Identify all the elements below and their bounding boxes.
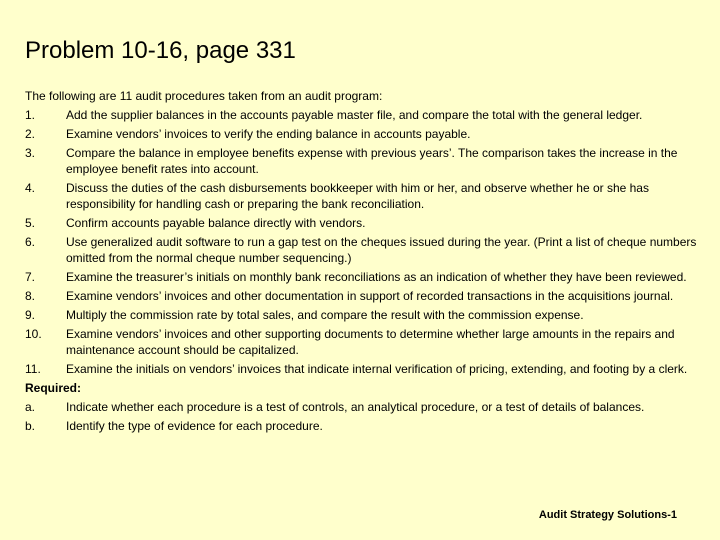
procedure-item-4	[25, 180, 705, 212]
procedure-text: Compare the balance in employee benefits expense with previous years’. The comparison takes the increase in the employee benefit rates into account.	[66, 146, 678, 176]
procedure-text: Examine vendors’ invoices to verify the ending balance in accounts payable.	[66, 127, 471, 141]
procedure-item-5	[25, 215, 705, 231]
procedure-text: Discuss the duties of the cash disbursements bookkeeper with him or her, and observe whether he or she has responsibility for handling cash or preparing the bank reconciliation.	[66, 181, 649, 211]
procedure-number: 10.	[25, 327, 42, 341]
procedure-number: 3.	[25, 146, 36, 160]
requirement-letter: b.	[25, 419, 36, 433]
procedure-text: Multiply the commission rate by total sales, and compare the result with the commission expense.	[66, 308, 584, 322]
procedure-number: 2.	[25, 127, 36, 141]
required-heading: Required:	[25, 381, 82, 395]
procedure-item-1	[25, 107, 705, 123]
procedure-number: 6.	[25, 235, 36, 249]
requirement-letter: a.	[25, 400, 36, 414]
slide-title: Problem 10-16, page 331	[25, 37, 296, 64]
intro-text: The following are 11 audit procedures taken from an audit program:	[25, 89, 383, 103]
procedure-number: 11.	[25, 362, 41, 376]
procedure-item-10	[25, 326, 705, 358]
procedure-item-8	[25, 288, 705, 304]
slide-body	[25, 88, 705, 437]
procedure-list	[25, 107, 705, 377]
procedure-number: 5.	[25, 216, 36, 230]
procedure-text: Confirm accounts payable balance directly with vendors.	[66, 216, 366, 230]
procedure-text: Examine vendors’ invoices and other documentation in support of recorded transactions in the acquisitions journal.	[66, 289, 674, 303]
requirement-text: Indicate whether each procedure is a test of controls, an analytical procedure, or a test of details of balances.	[66, 400, 645, 414]
procedure-item-3	[25, 145, 705, 177]
procedure-text: Examine the initials on vendors’ invoices that indicate internal verification of pricing, extending, and footing by a clerk.	[66, 362, 688, 376]
requirement-item-b	[25, 418, 705, 434]
procedure-number: 1.	[25, 108, 36, 122]
procedure-item-2	[25, 126, 705, 142]
procedure-text: Use generalized audit software to run a gap test on the cheques issued during the year. (Print a list of cheque numbers omitted from the normal cheque number sequencing.)	[66, 235, 697, 265]
procedure-item-9	[25, 307, 705, 323]
requirement-text: Identify the type of evidence for each procedure.	[66, 419, 323, 433]
procedure-number: 9.	[25, 308, 36, 322]
procedure-text: Examine vendors’ invoices and other supporting documents to determine whether large amounts in the repairs and maintenance account should be capitalized.	[66, 327, 675, 357]
procedure-text: Examine the treasurer’s initials on monthly bank reconciliations as an indication of whether they have been reviewed.	[66, 270, 687, 284]
slide-footer: Audit Strategy Solutions-1	[538, 509, 677, 521]
procedure-item-7	[25, 269, 705, 285]
procedure-number: 4.	[25, 181, 36, 195]
procedure-number: 8.	[25, 289, 36, 303]
procedure-text: Add the supplier balances in the accounts payable master file, and compare the total with the general ledger.	[66, 108, 643, 122]
requirement-item-a	[25, 399, 705, 415]
requirement-list	[25, 399, 705, 434]
procedure-item-11	[25, 361, 705, 377]
procedure-item-6	[25, 234, 705, 266]
procedure-number: 7.	[25, 270, 36, 284]
